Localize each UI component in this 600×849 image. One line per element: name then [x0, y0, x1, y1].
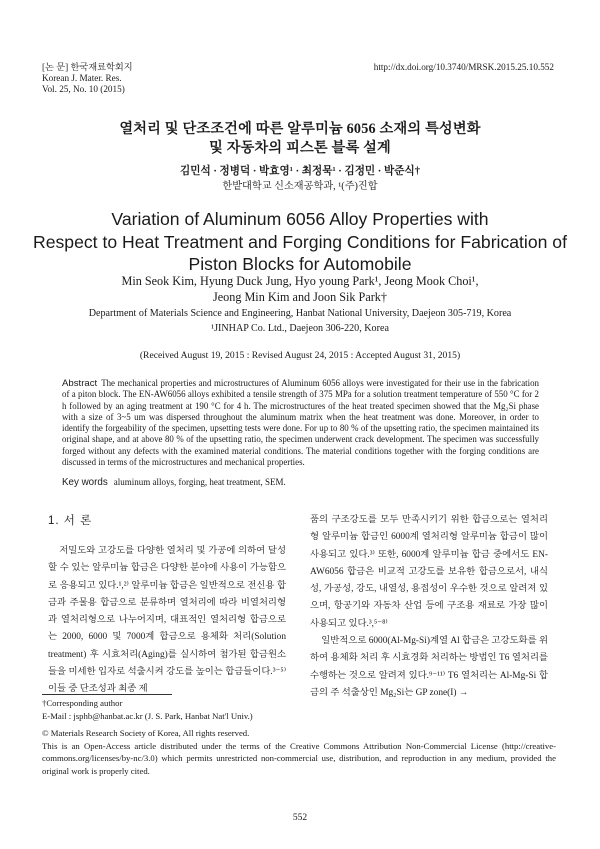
affiliation-korean: 한밭대학교 신소재공학과, ¹(주)진합: [222, 181, 378, 192]
authors-english-line: Min Seok Kim, Hyung Duck Jung, Hyo young Park¹, Jeong Mook Choi¹,: [121, 274, 479, 288]
journal-name-ko: [논 문] 한국재료학회지: [42, 62, 133, 72]
received-dates: (Received August 19, 2015 : Revised August 24, 2015 : Accepted August 31, 2015): [139, 350, 461, 361]
affiliation-english-line: ¹JINHAP Co. Ltd., Daejeon 306-220, Korea: [211, 322, 389, 334]
affiliation-english: [0, 307, 600, 336]
page-number: 552: [292, 813, 308, 823]
title-english: [0, 208, 600, 276]
footnote-divider: [42, 694, 172, 695]
title-korean: [0, 120, 600, 158]
title-english-line: Variation of Aluminum 6056 Alloy Properties with: [111, 209, 489, 229]
license-text: This is an Open-Access article distributed under the terms of the Creative Commons Attribution Non-Commercial License (http://creative-commons.org/licenses/by-nc/3.0) which permits unrestricted non-commercial use, distribution, and reproduction in any medium, provided the original work is properly cited.: [42, 740, 556, 776]
body-paragraph: 일반적으로 6000(Al-Mg-Si)계열 Al 합금은 고강도화를 위하여 용체화 처리 후 시효경화 처리하는 방법인 T6 열처리를 수행하는 것으로 알려져 있다.⁹⁻¹¹⁾ T6 열처리는 Al-Mg-Si 합금의 주 석출상인 Mg₂Si는 GP zone(I) →: [310, 636, 548, 698]
title-korean-line: 및 자동차의 피스톤 블록 설계: [209, 140, 391, 156]
doi-link[interactable]: http://dx.doi.org/10.3740/MRSK.2015.25.10.552: [373, 62, 554, 72]
license-notice: [42, 727, 556, 777]
affiliation-english-line: Department of Materials Science and Engineering, Hanbat National University, Daejeon 305-719, Korea: [88, 308, 512, 319]
keywords-text: aluminum alloys, forging, heat treatment, SEM.: [113, 477, 286, 487]
body-paragraph: 저밀도와 고강도를 다양한 열처리 및 가공에 의하여 달성할 수 있는 알루미늄 합금은 다양한 분야에 사용이 가능함으로 응용되고 있다.¹,²⁾ 알루미늄 합금은 일반적으로 전신용 합금과 주물용 합금으로 분류하며 열처리에 따라 비열처리형과 열처리형으로 나누어지며, 대표적인 열처리형 합금으로는 2000, 6000 및 7000계 합금으로 용체화 처리(Solution treatment) 후 시효처리(Aging)를 실시하여 첨가된 합금원소들을 미세한 입자로 석출시켜 강도를 높이는 합금들이다.³⁻⁵⁾ 이들 중 단조성과 최종 제: [48, 546, 286, 695]
journal-volume: Vol. 25, No. 10 (2015): [42, 84, 125, 95]
keywords: [62, 477, 539, 488]
abstract: [62, 378, 539, 468]
title-english-line: Piston Blocks for Automobile: [188, 254, 412, 274]
journal-name-en: Korean J. Mater. Res.: [42, 73, 122, 84]
footnote: [42, 697, 253, 722]
abstract-text: The mechanical properties and microstructures of Aluminum 6056 alloys were investigated for their use in the fabrication of a piton block. The EN-AW6056 alloys exhibited a tensile strength of 375 MPa for a solution treatment temperature of 550 °C for 2 h followed by an aging treatment at 190 °C for 4 h. The microstructures of the heat treated specimen showed that the Mg₂Si phase with a size of 3~5 um was dispersed throughout the aluminum matrix when the heat treatment was done. Moreover, in order to identify the forgeability of the specimen, upsetting tests were done. For up to 80 % of the upsetting ratio, the specimen maintained its original shape, and at above 80 % of the upsetting ratio, the specimen underwent crack development. The specimen was successfully forged without any defects with the examined material conditions. The material conditions together with the forging conditions are discussed in terms of the microstructures and mechanical properties.: [62, 378, 539, 467]
author-email: E-Mail : jsphb@hanbat.ac.kr (J. S. Park, Hanbat Nat'l Univ.): [42, 710, 253, 721]
title-korean-line: 열처리 및 단조조건에 따른 알루미늄 6056 소재의 특성변화: [119, 121, 481, 137]
right-column: [310, 512, 548, 702]
authors-english-line: Jeong Min Kim and Joon Sik Park†: [212, 290, 387, 304]
corresponding-author: †Corresponding author: [42, 698, 123, 708]
body-paragraph: 품의 구조강도를 모두 만족시키기 위한 합금으로는 열처리형 알루미늄 합금인 6000계 열처리형 알루미늄 합금이 많이 사용되고 있다.³⁾ 또한, 6000계 알루미늄 합금 중에서도 EN-AW6056 합금은 비교적 고강도를 보유한 합금으로서, 내식성, 가공성, 강도, 내열성, 용접성이 우수한 것으로 알려져 있으며, 항공기와 자동차 산업 등에 구조용 재료로 가장 많이 사용되고 있다.³,⁵⁻⁸⁾: [310, 515, 548, 629]
title-english-line: Respect to Heat Treatment and Forging Conditions for Fabrication of: [33, 231, 567, 252]
keywords-label: Key words: [62, 477, 108, 488]
abstract-label: Abstract: [62, 378, 98, 389]
journal-header: [42, 62, 133, 96]
left-column: [48, 543, 286, 699]
section-heading: 1. 서 론: [48, 515, 93, 527]
authors-korean: 김민석 · 정병덕 · 박효영¹ · 최정묵¹ · 김정민 · 박준식†: [179, 166, 420, 177]
copyright-line: © Materials Research Society of Korea, All rights reserved.: [42, 728, 250, 738]
authors-english: [0, 273, 600, 305]
